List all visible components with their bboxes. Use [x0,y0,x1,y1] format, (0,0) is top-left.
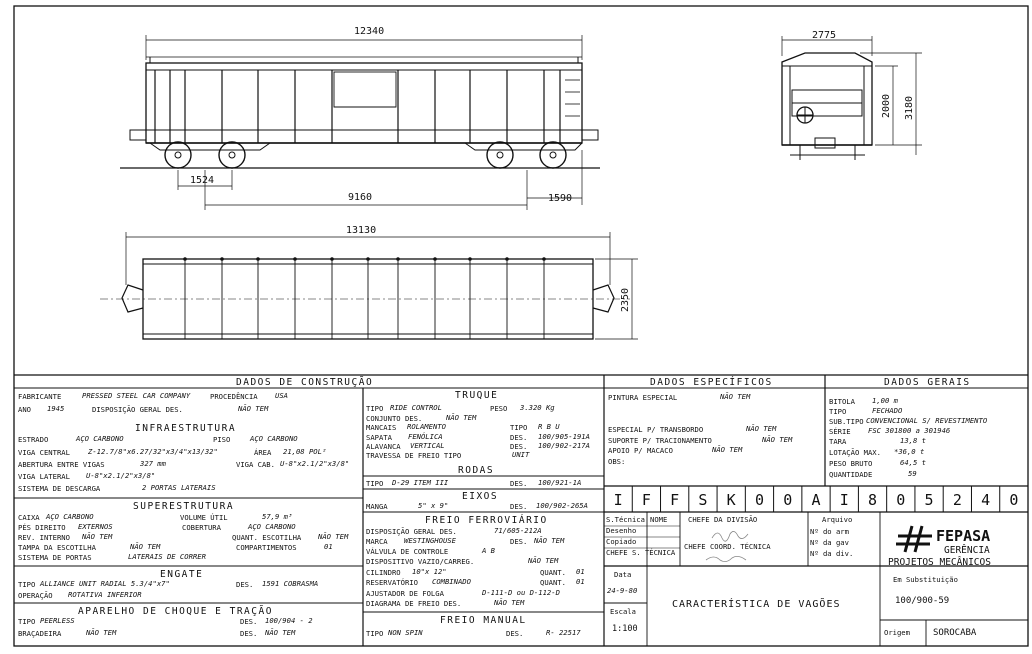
field-label: SAPATA [366,433,392,442]
field-value: *36,0 t [894,447,925,456]
field-label: DISPOSIÇÃO GERAL DES. [92,405,183,414]
dim-overhang: 1590 [548,193,573,204]
code-char: I [839,491,849,509]
field-value: NÃO TEM [762,435,793,444]
copiado-label: Copiado [606,537,637,546]
field-value: 1591 COBRASMA [262,579,319,588]
subsection-title: SUPERESTRUTURA [133,501,235,512]
gerencia-label: GERÊNCIA [944,545,990,556]
field-label: TIPO [18,617,36,626]
code-char: 5 [924,491,934,509]
field-value: PRESSED STEEL CAR COMPANY [82,391,191,400]
field-value: 13,8 t [900,436,926,445]
code-char: S [698,491,708,509]
field-label: VIGA CAB. [236,460,275,469]
field-value: 71/605-212A [494,526,542,535]
n-div-label: Nº da div. [810,549,854,558]
field-label: DISPOSITIVO VAZIO/CARREG. [366,557,475,566]
field-label: ESPECIAL P/ TRANSBORDO [608,425,704,434]
field-label: ÁREA [254,448,272,457]
field-label: FABRICANTE [18,392,62,401]
dim-end-height-body: 2000 [881,93,892,118]
plan-dimension-lines [126,232,638,339]
field-label: MANCAIS [366,423,397,432]
substituicao-value: 100/900-59 [895,596,950,606]
field-value: 3.320 Kg [520,403,555,412]
field-label: SUB.TIPO [829,417,864,426]
field-value: RIDE CONTROL [390,403,442,412]
subsection-title: FREIO FERROVIÁRIO [425,515,548,526]
field-value: NON SPIN [388,628,423,637]
dim-overall-length: 12340 [354,26,385,37]
field-label: TIPO [366,479,384,488]
field-value: NÃO TEM [712,445,743,454]
field-label: QUANT. ESCOTILHA [232,533,302,542]
nome-label: NOME [650,515,668,524]
dim-end-width: 2775 [812,30,837,41]
field-value: ROLAMENTO [407,422,446,431]
field-label: CAIXA [18,513,40,522]
field-label: MARCA [366,537,388,546]
field-value: 21,08 POL² [283,447,327,456]
field-label: DES. [240,629,258,638]
code-char: 0 [754,491,764,509]
field-value: 100/921-1A [538,478,582,487]
truque-fields [366,390,590,638]
stecnica-label: S.Técnica [606,515,645,524]
dim-truck-centers: 9160 [348,192,373,203]
field-value: A B [482,546,495,555]
field-label: CONJUNTO DES. [366,414,423,423]
field-label: DES. [510,433,528,442]
vehicle-code-strip [614,486,1019,512]
field-label: MANGA [366,502,388,511]
field-label: BITOLA [829,397,855,406]
field-label: AJUSTADOR DE FOLGA [366,589,444,598]
field-label: TIPO [829,407,847,416]
field-value: CONVENCIONAL S/ REVESTIMENTO [866,416,988,425]
field-value: FECHADO [872,406,903,415]
field-label: PESO [490,404,508,413]
field-label: DES. [240,617,258,626]
code-char: F [641,491,651,509]
code-char: 8 [868,491,878,509]
escala-label: Escala [610,607,636,616]
field-label: QUANT. [540,578,566,587]
field-value: NÃO TEM [265,628,296,637]
field-value: NÃO TEM [82,532,113,541]
field-label: ANO [18,405,31,414]
field-label: BRAÇADEIRA [18,629,62,638]
dim-length-over-couplers: 13130 [346,225,377,236]
field-label: SISTEMA DE PORTAS [18,553,92,562]
field-value: NÃO TEM [130,542,161,551]
field-value: 1945 [47,404,65,413]
field-value: COMBINADO [432,577,471,586]
field-label: TIPO [18,580,36,589]
signature [712,531,748,541]
field-value: AÇO CARBONO [46,512,94,521]
field-value: NÃO TEM [86,628,117,637]
brand-name: FEPASA [936,527,991,545]
field-value: NÃO TEM [318,532,349,541]
field-label: DES. [236,580,254,589]
field-value: 327 mm [140,459,166,468]
field-value: LATERAIS DE CORRER [128,552,206,561]
field-label: APOIO P/ MACACO [608,446,673,455]
field-label: VIGA LATERAL [18,472,70,481]
field-label: PISO [213,435,231,444]
code-char: 0 [896,491,906,509]
field-value: D-111-D ou D-112-D [482,588,560,597]
field-label: TARA [829,437,847,446]
field-value: NÃO TEM [238,404,269,413]
field-label: ALAVANCA [366,442,401,451]
field-value: NÃO TEM [528,556,559,565]
drawing-title: CARACTERÍSTICA DE VAGÕES [672,599,841,610]
field-label: QUANT. [540,568,566,577]
field-label: QUANTIDADE [829,470,873,479]
field-label: COMPARTIMENTOS [236,543,297,552]
field-label: TRAVESSA DE FREIO TIPO [366,451,462,460]
side-elevation-view [120,57,600,168]
dim-truck-wheelbase: 1524 [190,175,215,186]
field-label: PROCEDÊNCIA [210,392,258,401]
field-value: R- 22517 [546,628,581,637]
field-label: RESERVATÓRIO [366,578,418,587]
field-label: TIPO [510,423,528,432]
fepasa-logo-icon [896,526,932,552]
field-label: VOLUME ÚTIL [180,513,228,522]
field-value: AÇO CARBONO [76,434,124,443]
field-value: 5" x 9" [418,501,449,510]
field-label: PESO BRUTO [829,459,873,468]
field-label: ABERTURA ENTRE VIGAS [18,460,105,469]
field-label: SÉRIE [829,427,851,436]
subsection-title: TRUQUE [455,390,499,401]
subsection-title: EIXOS [462,491,499,502]
field-value: NÃO TEM [746,424,777,433]
field-label: REV. INTERNO [18,533,70,542]
dim-end-height-total: 3180 [904,95,915,120]
subsection-title: ENGATE [160,569,204,580]
desenho-label: Desenho [606,526,637,535]
field-label: SISTEMA DE DESCARGA [18,484,101,493]
field-value: AÇO CARBONO [248,522,296,531]
field-label: CILINDRO [366,568,401,577]
escala-value: 1:100 [612,624,638,634]
field-value: EXTERNOS [78,522,113,531]
field-value: U-8"x2.1/2"x3/8" [280,459,350,468]
dim-plan-width: 2350 [620,287,631,312]
field-label: DES. [510,479,528,488]
code-char: A [811,491,821,509]
arquivo-label: Arquivo [822,515,853,524]
field-value: 2 PORTAS LATERAIS [142,483,216,492]
field-value: 100/902-217A [538,441,590,450]
field-value: 64,5 t [900,458,926,467]
substituicao-label: Em Substituição [893,575,958,584]
data-label: Data [614,570,632,579]
origem-value: SOROCABA [933,628,977,638]
field-value: 57,9 m³ [262,512,293,521]
field-label: DIAGRAMA DE FREIO DES. [366,599,462,608]
field-value: U-8"x2.1/2"x3/8" [86,471,156,480]
field-label: TIPO [366,404,384,413]
field-label: PINTURA ESPECIAL [608,393,678,402]
field-value: 01 [576,567,585,576]
field-value: Z-12.7/8"x6.27/32"x3/4"x13/32" [88,447,218,456]
field-value: 01 [576,577,585,586]
field-label: DES. [506,629,524,638]
section-title-construcao: DADOS DE CONSTRUÇÃO [236,377,374,388]
field-label: DES. [510,537,528,546]
field-label: TAMPA DA ESCOTILHA [18,543,96,552]
field-value: 01 [324,542,333,551]
field-label: ESTRADO [18,435,49,444]
field-label: VÁLVULA DE CONTROLE [366,547,449,556]
field-label: DES. [510,502,528,511]
field-value: 59 [908,469,917,478]
code-char: 2 [952,491,962,509]
section-title-gerais: DADOS GERAIS [884,377,971,388]
plan-view [100,257,630,339]
code-char: 0 [1009,491,1019,509]
field-label: LOTAÇÃO MAX. [829,448,881,457]
subsection-title: FREIO MANUAL [440,615,527,626]
field-label: PÉS DIREITO [18,523,66,532]
field-value: NÃO TEM [534,536,565,545]
code-char: K [726,491,736,509]
code-char: 4 [981,491,991,509]
field-value: D-29 ITEM III [392,478,449,487]
field-label: TIPO [366,629,384,638]
field-value: 10"x 12" [412,567,447,576]
field-value: ALLIANCE UNIT RADIAL 5.3/4"x7" [40,579,170,588]
chefe-divisao-label: CHEFE DA DIVISÃO [688,515,758,524]
gerais-fields [829,396,988,479]
subsection-title: APARELHO DE CHOQUE E TRAÇÃO [78,606,273,617]
n-arm-label: Nº do arm [810,527,849,536]
code-char: F [670,491,680,509]
n-gav-label: Nº da gav [810,538,849,547]
field-label: VIGA CENTRAL [18,448,70,457]
field-value: WESTINGHOUSE [404,536,456,545]
signature [706,556,746,561]
field-value: USA [275,391,288,400]
projetos-label: PROJETOS MECÂNICOS [888,557,991,568]
section-title-especificos: DADOS ESPECÍFICOS [650,377,773,388]
construcao-fields [18,391,349,638]
field-label: DISPOSIÇÃO GERAL DES. [366,527,457,536]
field-value: NÃO TEM [720,392,751,401]
field-label: SUPORTE P/ TRACIONAMENTO [608,436,712,445]
field-value: 100/905-191A [538,432,590,441]
data-value: 24-9-80 [607,586,638,595]
field-value: 100/902-265A [536,501,588,510]
field-value: NÃO TEM [446,413,477,422]
field-value: 1,00 m [872,396,898,405]
field-label: OBS: [608,457,626,466]
field-value: 100/904 - 2 [265,616,313,625]
field-label: DES. [510,442,528,451]
field-value: FSC 301800 a 301946 [868,426,951,435]
sheet-border [14,6,1028,646]
field-value: ROTATIVA INFERIOR [68,590,142,599]
code-char: I [613,491,623,509]
chefe-coord-label: CHEFE COORD. TÉCNICA [684,542,771,551]
subsection-title: INFRAESTRUTURA [135,423,237,434]
code-char: 0 [783,491,793,509]
end-view [782,53,872,160]
field-value: R B U [538,422,560,431]
chefe-secao-label: CHEFE S. TÉCNICA [606,548,676,557]
field-value: NÃO TEM [494,598,525,607]
field-value: AÇO CARBONO [250,434,298,443]
subsection-title: RODAS [458,465,495,476]
field-value: UNIT [512,450,530,459]
field-value: FENÓLICA [408,432,443,441]
field-label: OPERAÇÃO [18,591,53,600]
especificos-fields [608,392,793,466]
field-value: VERTICAL [410,441,445,450]
origem-label: Origem [884,628,910,637]
field-label: COBERTURA [182,523,221,532]
field-value: PEERLESS [40,616,75,625]
